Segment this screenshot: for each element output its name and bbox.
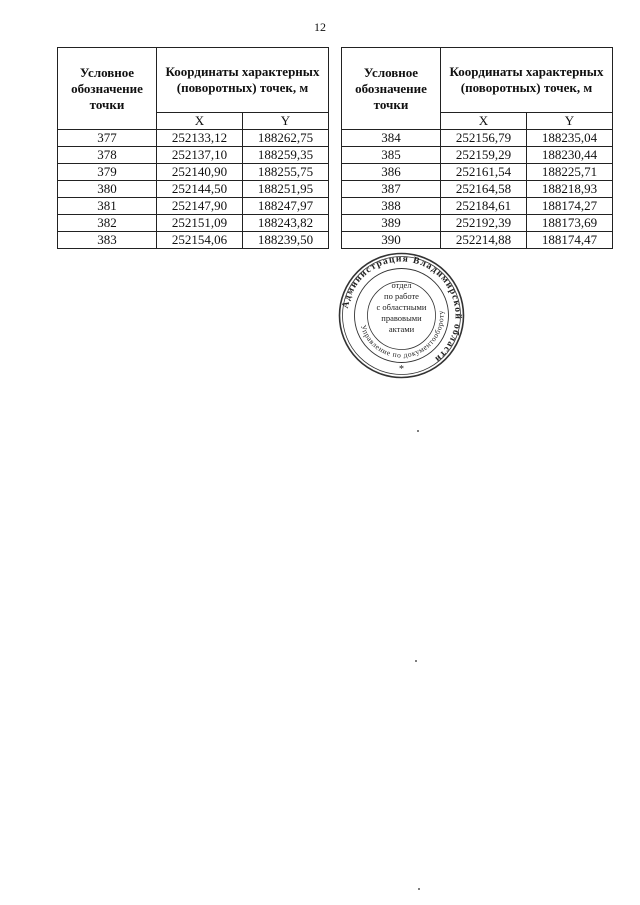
y-value: 188262,75 — [243, 130, 329, 147]
header-y: Y — [243, 113, 329, 130]
x-value: 252140,90 — [157, 164, 243, 181]
table-row — [58, 215, 329, 232]
table-row — [342, 232, 613, 249]
header-coordinates: Координаты характерных (поворотных) точек, м — [441, 48, 613, 113]
stamp-star: * — [399, 364, 404, 375]
stamp-center-line: отдел — [391, 280, 412, 290]
stamp-inner-text: Управление по документообороту — [358, 309, 446, 360]
y-value: 188239,50 — [243, 232, 329, 249]
x-value: 252184,61 — [441, 198, 527, 215]
stamp-center-line: актами — [388, 324, 415, 334]
x-value: 252154,06 — [157, 232, 243, 249]
y-value: 188173,69 — [527, 215, 613, 232]
y-value: 188247,97 — [243, 198, 329, 215]
table-row — [58, 164, 329, 181]
x-value: 252137,10 — [157, 147, 243, 164]
x-value: 252192,39 — [441, 215, 527, 232]
header-point-label: Условное обозначение точки — [342, 48, 441, 130]
coordinates-table-right — [341, 47, 613, 249]
page-number: 12 — [314, 20, 326, 34]
point-label: 387 — [342, 181, 441, 198]
scan-speck — [418, 888, 420, 890]
y-value: 188235,04 — [527, 130, 613, 147]
point-label: 384 — [342, 130, 441, 147]
table-row — [342, 181, 613, 198]
point-label: 385 — [342, 147, 441, 164]
point-label: 379 — [58, 164, 157, 181]
header-x: X — [157, 113, 243, 130]
point-label: 386 — [342, 164, 441, 181]
y-value: 188255,75 — [243, 164, 329, 181]
table-row — [342, 130, 613, 147]
y-value: 188174,27 — [527, 198, 613, 215]
stamp-center-line: с областными — [376, 302, 427, 312]
y-value: 188251,95 — [243, 181, 329, 198]
y-value: 188259,35 — [243, 147, 329, 164]
x-value: 252144,50 — [157, 181, 243, 198]
point-label: 378 — [58, 147, 157, 164]
point-label: 390 — [342, 232, 441, 249]
y-value: 188243,82 — [243, 215, 329, 232]
stamp-center-line: по работе — [384, 291, 419, 301]
point-label: 381 — [58, 198, 157, 215]
x-value: 252156,79 — [441, 130, 527, 147]
table-body-right — [342, 130, 613, 249]
y-value: 188218,93 — [527, 181, 613, 198]
point-label: 383 — [58, 232, 157, 249]
table-row — [58, 147, 329, 164]
header-x: X — [441, 113, 527, 130]
table-row — [342, 198, 613, 215]
x-value: 252151,09 — [157, 215, 243, 232]
point-label: 382 — [58, 215, 157, 232]
header-coordinates: Координаты характерных (поворотных) точек, м — [157, 48, 329, 113]
table-row — [58, 198, 329, 215]
x-value: 252147,90 — [157, 198, 243, 215]
scan-speck — [417, 430, 419, 432]
point-label: 377 — [58, 130, 157, 147]
x-value: 252164,58 — [441, 181, 527, 198]
table-row — [58, 181, 329, 198]
point-label: 388 — [342, 198, 441, 215]
y-value: 188225,71 — [527, 164, 613, 181]
official-stamp — [338, 252, 465, 379]
x-value: 252159,29 — [441, 147, 527, 164]
table-row — [342, 147, 613, 164]
stamp-outer-text: Администрация Владимирской области — [340, 254, 463, 365]
x-value: 252214,88 — [441, 232, 527, 249]
coordinates-table-left — [57, 47, 329, 249]
x-value: 252133,12 — [157, 130, 243, 147]
table-row — [342, 215, 613, 232]
header-point-label: Условное обозначение точки — [58, 48, 157, 130]
stamp-center-text — [338, 280, 465, 335]
table-row — [58, 130, 329, 147]
header-y: Y — [527, 113, 613, 130]
x-value: 252161,54 — [441, 164, 527, 181]
y-value: 188230,44 — [527, 147, 613, 164]
scan-speck — [415, 660, 417, 662]
stamp-center-line: правовыми — [381, 313, 422, 323]
table-row — [58, 232, 329, 249]
table-body-left — [58, 130, 329, 249]
y-value: 188174,47 — [527, 232, 613, 249]
point-label: 389 — [342, 215, 441, 232]
table-row — [342, 164, 613, 181]
point-label: 380 — [58, 181, 157, 198]
